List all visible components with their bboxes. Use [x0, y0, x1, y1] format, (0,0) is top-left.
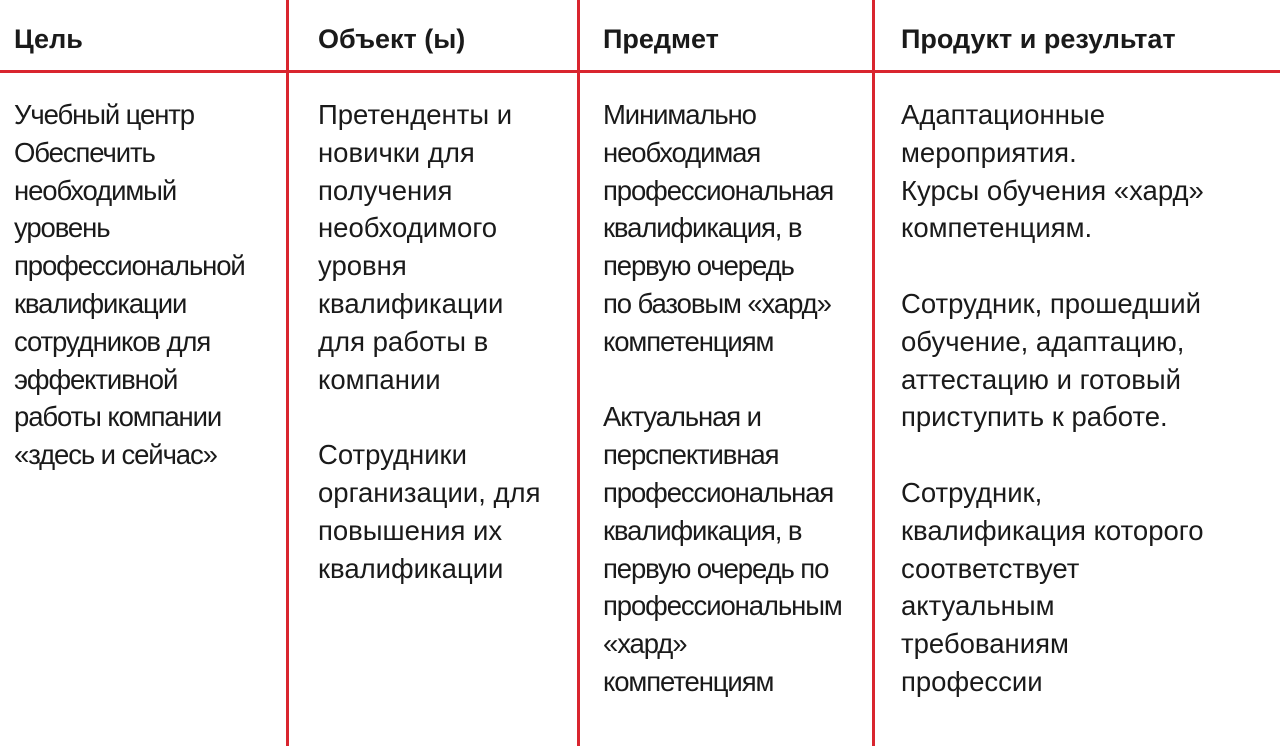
cell-text-line: приступить к работе. [901, 401, 1168, 433]
cell-text-line: Минимально [603, 99, 756, 130]
cell-text-line: эффективной [14, 363, 178, 395]
cell-text-line: профессиональная [603, 476, 834, 508]
cell-text-line: получения [318, 174, 453, 206]
cell-text-line: Курсы обучения «хард» [901, 174, 1204, 206]
header-product-result: Продукт и результат [901, 24, 1176, 54]
cell-subject [603, 96, 869, 701]
column-divider [872, 0, 875, 746]
cell-text-line: профессии [901, 665, 1043, 697]
cell-text-line: Сотрудники [318, 439, 467, 471]
cell-text-line: компетенциям [603, 325, 774, 357]
cell-text-line: квалификация, в [603, 212, 802, 244]
cell-text-line: актуальным [901, 590, 1055, 622]
cell-text-line: Актуальная и [603, 401, 761, 433]
cell-text-line: компетенциям. [901, 212, 1093, 244]
cell-text-line: Обеспечить [14, 136, 155, 168]
header-divider [0, 70, 1280, 73]
cell-text-line: компании [318, 363, 441, 395]
cell-text-line: обучение, адаптацию, [901, 325, 1185, 357]
cell-text-line: Сотрудник, прошедший [901, 287, 1201, 319]
cell-text-line: необходимого [318, 212, 498, 244]
cell-text-line: мероприятия. [901, 136, 1077, 168]
paragraph-gap [603, 361, 869, 399]
header-object: Объект (ы) [318, 24, 466, 54]
cell-text-line: Претенденты и [318, 99, 513, 130]
cell-object [318, 96, 573, 587]
header-goal: Цель [14, 24, 83, 54]
cell-text-line: по базовым «хард» [603, 287, 831, 319]
cell-text-line: необходимый [14, 174, 177, 206]
cell-goal [14, 96, 282, 474]
cell-text-line: необходимая [603, 136, 761, 168]
cell-text-line: организации, для [318, 476, 541, 508]
cell-text-line: уровень [14, 212, 110, 244]
cell-text-line: уровня [318, 250, 407, 282]
cell-text-line: квалификации [318, 287, 504, 319]
cell-text-line: повышения их [318, 514, 503, 546]
header-subject: Предмет [603, 24, 719, 54]
cell-text-line: профессиональным [603, 590, 842, 622]
cell-text-line: Учебный центр [14, 99, 194, 130]
cell-text-line: работы компании [14, 401, 222, 433]
paragraph-gap [318, 398, 573, 436]
cell-text-line: новички для [318, 136, 475, 168]
cell-text-line: первую очередь [603, 250, 794, 282]
column-divider [286, 0, 289, 746]
cell-text-line: аттестацию и готовый [901, 363, 1182, 395]
cell-text-line: квалификация, в [603, 514, 802, 546]
paragraph-gap [901, 436, 1271, 474]
cell-text-line: «хард» [603, 628, 687, 660]
cell-text-line: «здесь и сейчас» [14, 439, 217, 471]
cell-text-line: профессиональной [14, 250, 245, 282]
cell-text-line: требованиям [901, 628, 1069, 660]
cell-text-line: первую очередь по [603, 552, 829, 584]
cell-text-line: соответствует [901, 552, 1080, 584]
column-divider [577, 0, 580, 746]
cell-text-line: квалификации [318, 552, 504, 584]
cell-text-line: квалификация которого [901, 514, 1204, 546]
cell-product-result [901, 96, 1271, 701]
cell-text-line: Адаптационные [901, 99, 1105, 130]
cell-text-line: для работы в [318, 325, 489, 357]
cell-text-line: перспективная [603, 439, 779, 471]
paragraph-gap [901, 247, 1271, 285]
cell-text-line: сотрудников для [14, 325, 211, 357]
cell-text-line: Сотрудник, [901, 476, 1043, 508]
cell-text-line: квалификации [14, 287, 187, 319]
cell-text-line: компетенциям [603, 665, 774, 697]
cell-text-line: профессиональная [603, 174, 834, 206]
